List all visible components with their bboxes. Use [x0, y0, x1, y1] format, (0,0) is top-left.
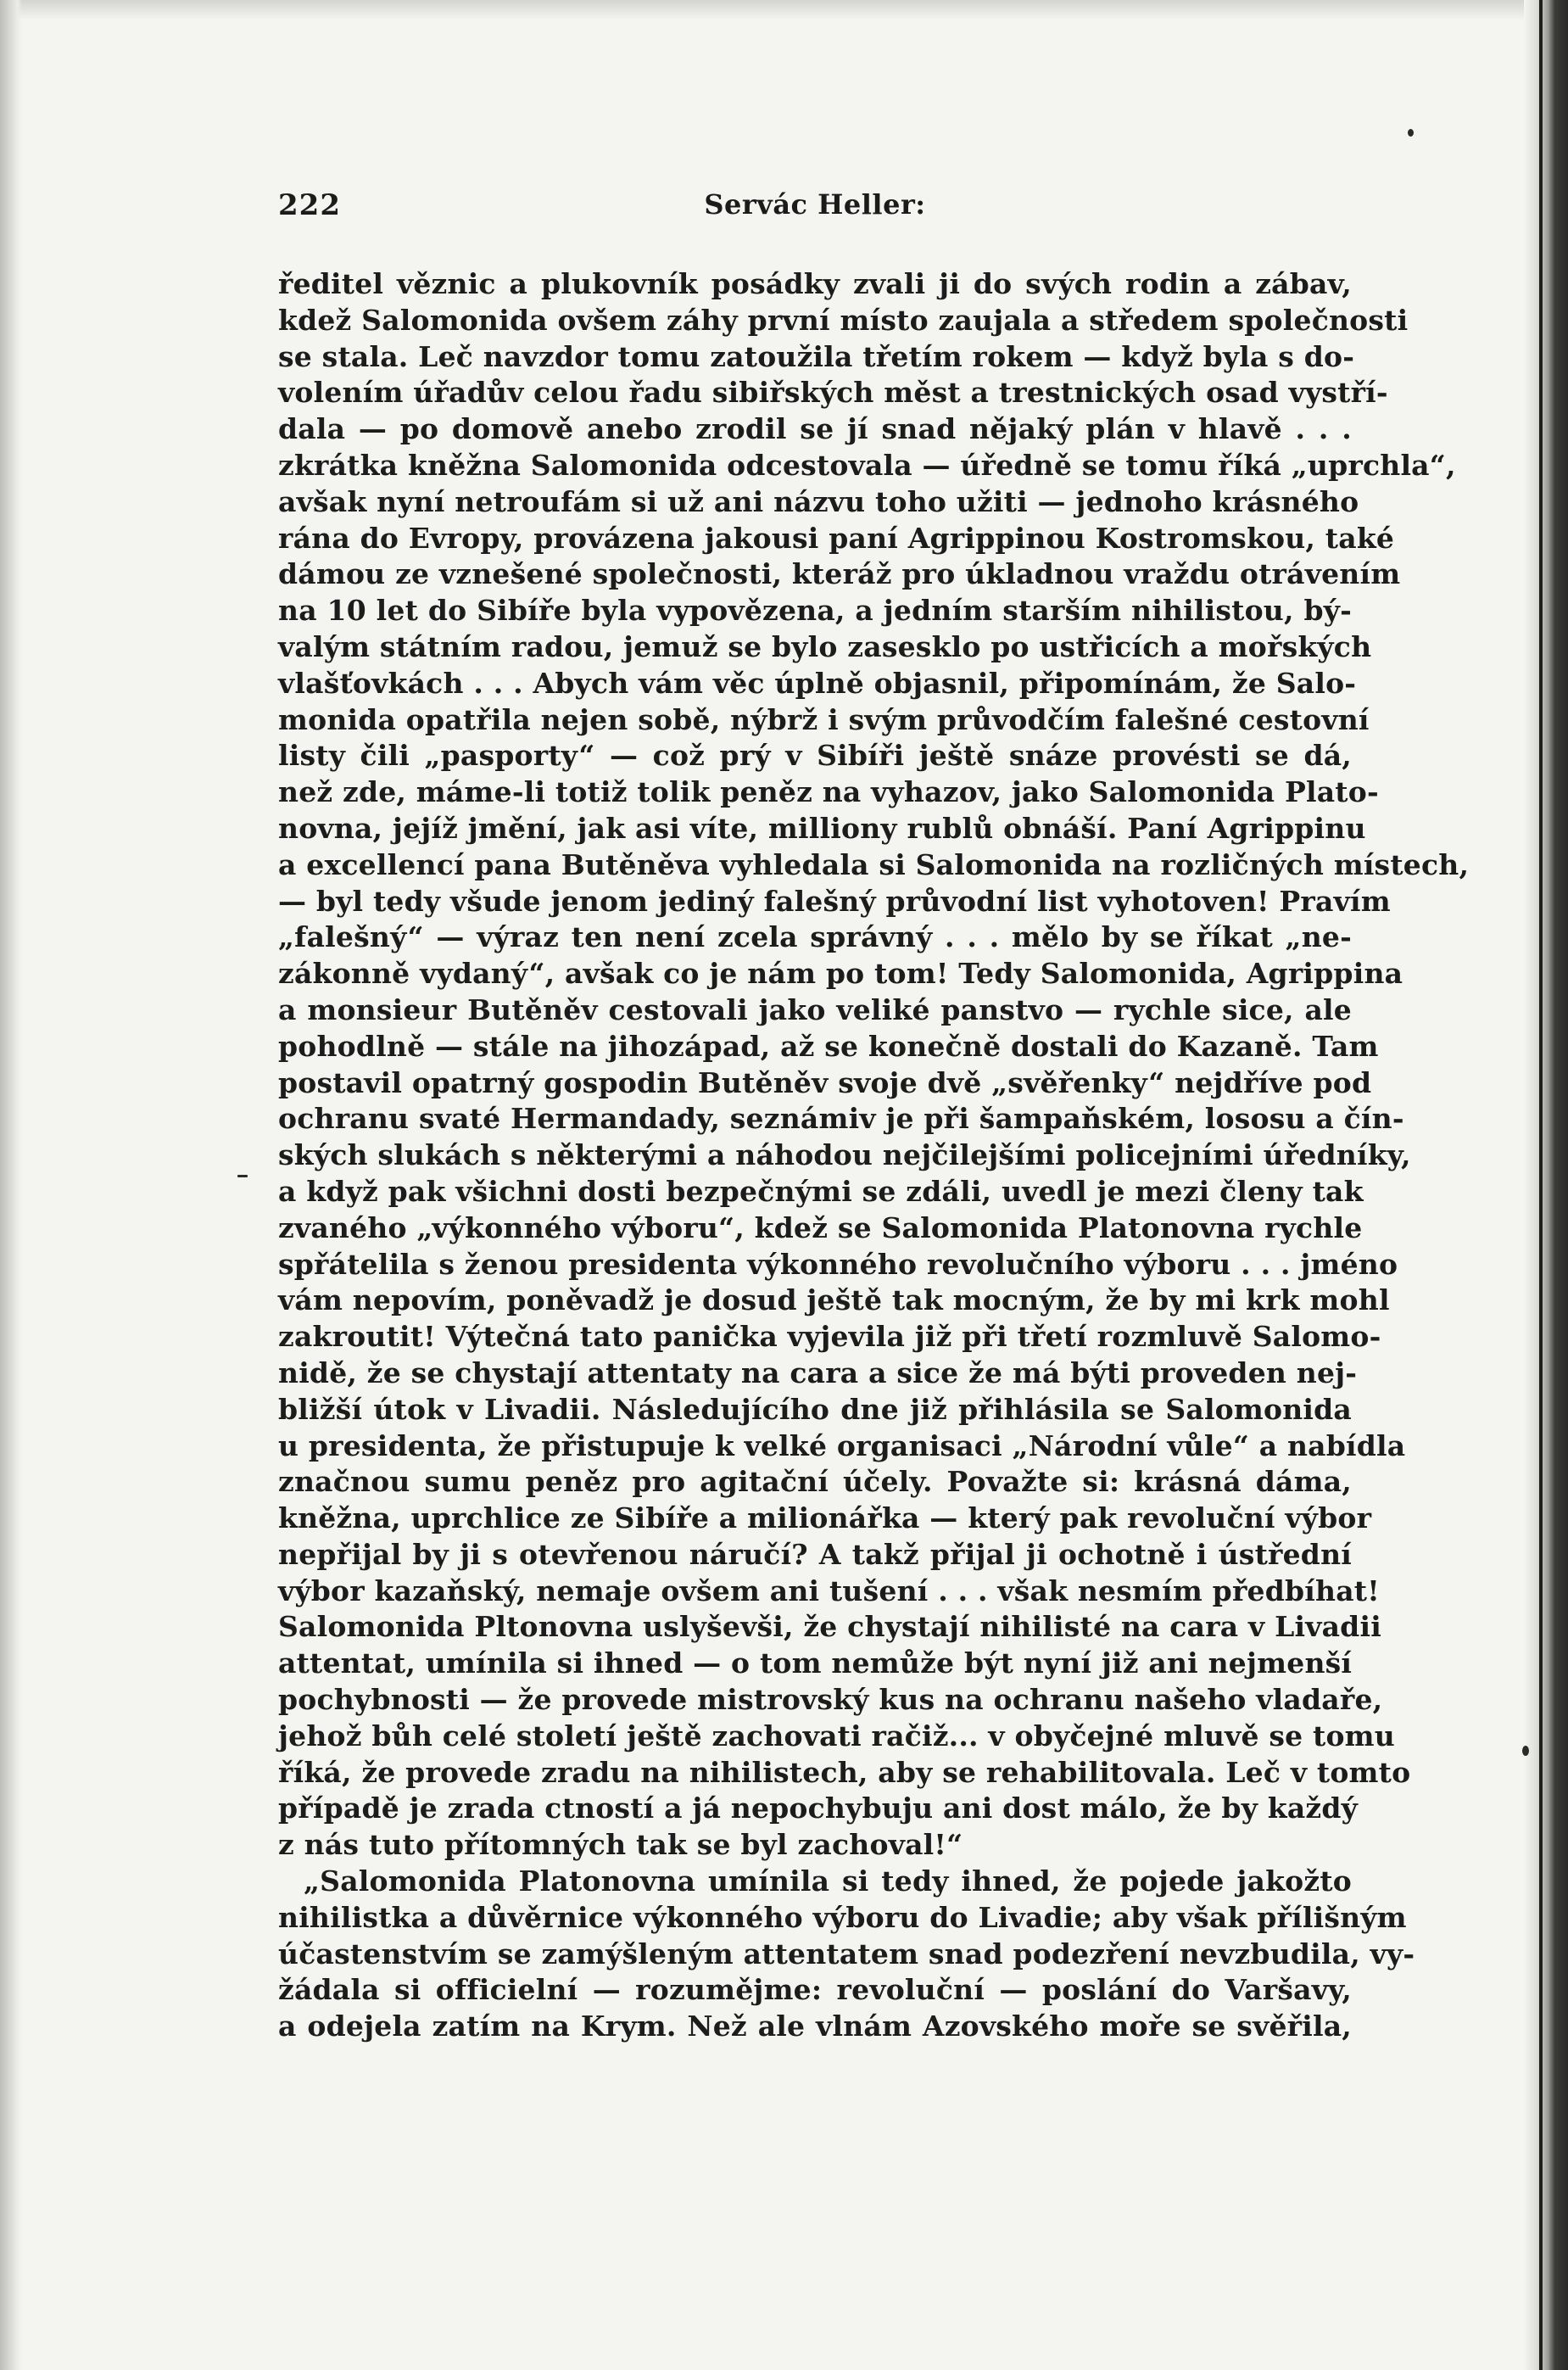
text-line: dámou ze vznešené společnosti, kteráž pro úkladnou vraždu otrávením [278, 557, 1401, 591]
text-line: zkrátka kněžna Salomonida odcestovala — úředně se tomu říká „uprchla“, [278, 448, 1456, 482]
text-line: pochybnosti — že provede mistrovský kus na ochranu našeho vladaře, [278, 1683, 1383, 1717]
scan-speck [237, 1175, 248, 1177]
text-line: Salomonida Pltonovna uslyševši, že chystají nihilisté na cara v Livadii [278, 1610, 1381, 1644]
text-line: monida opatřila nejen sobě, nýbrž i svým průvodčím falešné cestovní [278, 702, 1370, 736]
scan-right-edge [1524, 0, 1568, 2370]
text-line: vám nepovím, poněvadž je dosud ještě tak mocným, že by mi krk mohl [278, 1283, 1390, 1317]
text-line: valým státním radou, jemuž se bylo zasesklo po ustřicích a mořských [278, 629, 1372, 663]
text-line: ských slukách s některými a náhodou nejčilejšími policejními úředníky, [278, 1138, 1411, 1172]
text-line: žádala si officielní — rozumějme: revoluční — poslání do Varšavy, [278, 1973, 1352, 2007]
text-line: postavil opatrný gospodin Butěněv svoje dvě „svěřenky“ nejdříve pod [278, 1065, 1372, 1099]
text-line: zvaného „výkonného výboru“, kdež se Salomonida Platonovna rychle [278, 1210, 1363, 1244]
text-line: „Salomonida Platonovna umínila si tedy ihned, že pojede jakožto [304, 1864, 1352, 1898]
text-line: a monsieur Butěněv cestovali jako veliké panstvo — rychle sice, ale [278, 992, 1352, 1026]
text-line: „falešný“ — výraz ten není zcela správný . . . mělo by se říkat „ne- [278, 920, 1352, 954]
text-line: spřátelila s ženou presidenta výkonného revolučního výboru . . . jméno [278, 1247, 1398, 1281]
text-line: volením úřadův celou řadu sibiřských měst a trestnických osad vystří- [278, 376, 1388, 410]
text-line: kdež Salomonida ovšem záhy první místo zaujala a středem společnosti [278, 303, 1409, 337]
text-line: účastenstvím se zamýšleným attentatem snad podezření nevzbudila, vy- [278, 1937, 1415, 1970]
text-line: ředitel věznic a plukovník posádky zvali ji do svých rodin a zábav, [278, 267, 1352, 300]
text-line: a když pak všichni dosti bezpečnými se zdáli, uvedl je mezi členy tak [278, 1174, 1364, 1208]
page-left-shadow [0, 0, 22, 2370]
text-line: než zde, máme-li totiž tolik peněz na vyhazov, jako Salomonida Plato- [278, 775, 1379, 809]
text-line: na 10 let do Sibíře byla vypovězena, a jedním starším nihilistou, bý- [278, 594, 1352, 628]
text-line: a excellencí pana Butěněva vyhledala si Salomonida na rozličných místech, [278, 847, 1470, 881]
text-line: případě je zrada ctností a já nepochybuju ani dost málo, že by každý [278, 1791, 1358, 1825]
text-line: značnou sumu peněz pro agitační účely. Považte si: krásná dáma, [278, 1465, 1352, 1499]
text-line: z nás tuto přítomných tak se byl zachoval!“ [278, 1828, 963, 1862]
text-line: nihilistka a důvěrnice výkonného výboru do Livadie; aby však přílišným [278, 1900, 1407, 1934]
text-line: rána do Evropy, provázena jakousi paní Agrippinou Kostromskou, také [278, 521, 1395, 555]
text-line: dala — po domově anebo zrodil se jí snad nějaký plán v hlavě . . . [278, 412, 1352, 446]
text-line: a odejela zatím na Krym. Než ale vlnám Azovského moře se svěřila, [278, 2009, 1352, 2043]
scan-right-edge-line [1539, 0, 1543, 2370]
scan-speck [1522, 1746, 1529, 1756]
text-line: říká, že provede zradu na nihilistech, aby se rehabilitovala. Leč v tomto [278, 1755, 1411, 1789]
text-line: zakroutit! Výtečná tato panička vyjevila již při třetí rozmluvě Salomo- [278, 1320, 1381, 1354]
text-line: — byl tedy všude jenom jediný falešný průvodní list vyhotoven! Pravím [278, 884, 1391, 918]
text-line: se stala. Leč navzdor tomu zatoužila třetím rokem — když byla s do- [278, 339, 1355, 373]
running-title: Servác Heller: [704, 188, 926, 221]
text-line: zákonně vydaný“, avšak co je nám po tom! Tedy Salomonida, Agrippina [278, 957, 1403, 991]
text-line: bližší útok v Livadii. Následujícího dne již přihlásila se Salomonida [278, 1392, 1352, 1426]
text-line: nepřijal by ji s otevřenou náručí? A takž přijal ji ochotně i ústřední [278, 1537, 1352, 1571]
page-top-shadow [0, 0, 1568, 20]
page-header [278, 188, 1352, 229]
page-number: 222 [278, 188, 341, 222]
text-line: ochranu svaté Hermandady, seznámiv je při šampaňském, lososu a čín- [278, 1102, 1404, 1136]
body-text [278, 266, 1470, 2045]
text-line: novna, jejíž jmění, jak asi víte, milliony rublů obnáší. Paní Agrippinu [278, 811, 1366, 845]
text-line: listy čili „pasporty“ — což prý v Sibíři ještě snáze provésti se dá, [278, 739, 1352, 773]
text-line: výbor kazaňský, nemaje ovšem ani tušení . . . však nesmím předbíhat! [278, 1573, 1380, 1607]
text-line: vlašťovkách . . . Abych vám věc úplně objasnil, připomínám, že Salo- [278, 666, 1357, 700]
text-line: avšak nyní netroufám si už ani názvu toho užiti — jednoho krásného [278, 484, 1359, 518]
text-line: jehož bůh celé století ještě zachovati račiž... v obyčejné mluvě se tomu [278, 1719, 1395, 1752]
text-line: u presidenta, že přistupuje k velké organisaci „Národní vůle“ a nabídla [278, 1428, 1406, 1462]
text-line: nidě, že se chystají attentaty na cara a sice že má býti proveden nej- [278, 1355, 1358, 1389]
scan-speck [1408, 129, 1414, 137]
text-line: kněžna, uprchlice ze Sibíře a milionářka — který pak revoluční výbor [278, 1501, 1372, 1535]
text-line: pohodlně — stále na jihozápad, až se konečně dostali do Kazaně. Tam [278, 1029, 1379, 1063]
text-line: attentat, umínila si ihned — o tom nemůže být nyní již ani nejmenší [278, 1646, 1353, 1680]
